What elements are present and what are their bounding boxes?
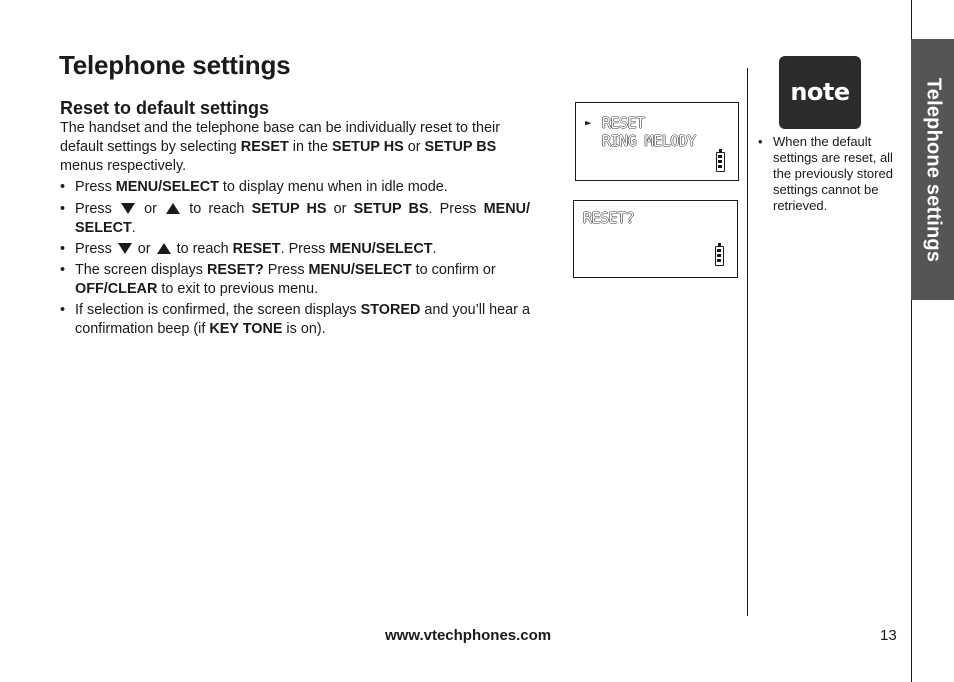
up-arrow-icon bbox=[166, 203, 180, 214]
instruction-text: to exit to previous menu. bbox=[157, 281, 319, 297]
instruction-text: or bbox=[133, 241, 155, 257]
intro-text: or bbox=[403, 139, 425, 155]
key-off-clear: OFF/CLEAR bbox=[75, 281, 158, 297]
battery-icon bbox=[715, 246, 724, 266]
section-tab-label: Telephone settings bbox=[922, 77, 944, 262]
instruction-item bbox=[60, 261, 530, 299]
instruction-text: Press bbox=[75, 179, 116, 195]
note-text bbox=[758, 134, 898, 214]
intro-text: menus respectively. bbox=[60, 158, 187, 174]
key-menu-select: MENU/SELECT bbox=[115, 179, 219, 195]
instruction-item bbox=[60, 200, 530, 238]
section-title: Reset to default settings bbox=[60, 98, 270, 118]
lcd-screen-menu bbox=[575, 102, 739, 181]
instruction-text: Press bbox=[263, 262, 309, 278]
instruction-text: Press bbox=[75, 201, 119, 217]
instruction-text: or bbox=[136, 201, 165, 217]
key-reset: RESET bbox=[232, 241, 281, 257]
instruction-text: . bbox=[432, 241, 437, 257]
instruction-text: . Press bbox=[280, 241, 330, 257]
note-bullet: • bbox=[758, 134, 763, 149]
instruction-text: . bbox=[131, 220, 136, 236]
lcd-line-1: RESET? bbox=[583, 209, 635, 227]
instruction-text: . Press bbox=[428, 201, 484, 217]
intro-paragraph bbox=[60, 119, 530, 176]
down-arrow-icon bbox=[121, 203, 135, 214]
down-arrow-icon bbox=[118, 243, 132, 254]
key-setup-hs: SETUP HS bbox=[251, 201, 327, 217]
instruction-list bbox=[60, 178, 530, 339]
key-stored: STORED bbox=[360, 302, 421, 318]
instruction-text: If selection is confirmed, the screen displays bbox=[75, 302, 361, 318]
instruction-text: to display menu when in idle mode. bbox=[218, 179, 448, 195]
page-title: Telephone settings bbox=[59, 50, 291, 80]
instruction-item bbox=[60, 178, 530, 197]
pointer-icon: ► bbox=[585, 116, 592, 129]
key-key-tone: KEY TONE bbox=[209, 321, 283, 337]
instruction-text: is on). bbox=[282, 321, 326, 337]
column-divider bbox=[747, 68, 748, 616]
section-tab bbox=[911, 39, 954, 300]
instruction-item bbox=[60, 301, 530, 339]
key-menu-select: MENU/SELECT bbox=[329, 241, 433, 257]
page-number: 13 bbox=[880, 627, 897, 644]
intro-keyword-setup-bs: SETUP BS bbox=[424, 139, 497, 155]
instruction-item bbox=[60, 240, 530, 259]
instruction-text: and you’ll hear a confirmation beep (if bbox=[75, 302, 530, 337]
intro-keyword-reset: RESET bbox=[240, 139, 289, 155]
note-body: When the default settings are reset, all the previously stored settings cannot be retrieved. bbox=[773, 134, 893, 213]
instruction-text: The screen displays bbox=[75, 262, 207, 278]
lcd-line-1: RESET bbox=[602, 114, 645, 132]
key-menu-select: MENU/ SELECT bbox=[75, 201, 531, 236]
body-text bbox=[60, 119, 530, 339]
instruction-text: to reach bbox=[182, 201, 252, 217]
key-setup-bs: SETUP BS bbox=[353, 201, 429, 217]
note-badge: note bbox=[779, 56, 861, 129]
instruction-text: Press bbox=[75, 241, 116, 257]
key-menu-select: MENU/SELECT bbox=[308, 262, 412, 278]
instruction-text: to reach bbox=[172, 241, 233, 257]
key-reset-question: RESET? bbox=[206, 262, 264, 278]
instruction-text: or bbox=[326, 201, 354, 217]
intro-text: in the bbox=[288, 139, 332, 155]
lcd-line-2: RING MELODY bbox=[602, 132, 696, 150]
lcd-screen-confirm bbox=[573, 200, 738, 278]
instruction-text: to confirm or bbox=[411, 262, 496, 278]
intro-keyword-setup-hs: SETUP HS bbox=[331, 139, 404, 155]
battery-icon bbox=[716, 152, 725, 172]
intro-text: The handset and the telephone base can be individually reset to their default settings by selecting bbox=[60, 120, 501, 155]
footer-url: www.vtechphones.com bbox=[385, 627, 552, 644]
up-arrow-icon bbox=[157, 243, 171, 254]
